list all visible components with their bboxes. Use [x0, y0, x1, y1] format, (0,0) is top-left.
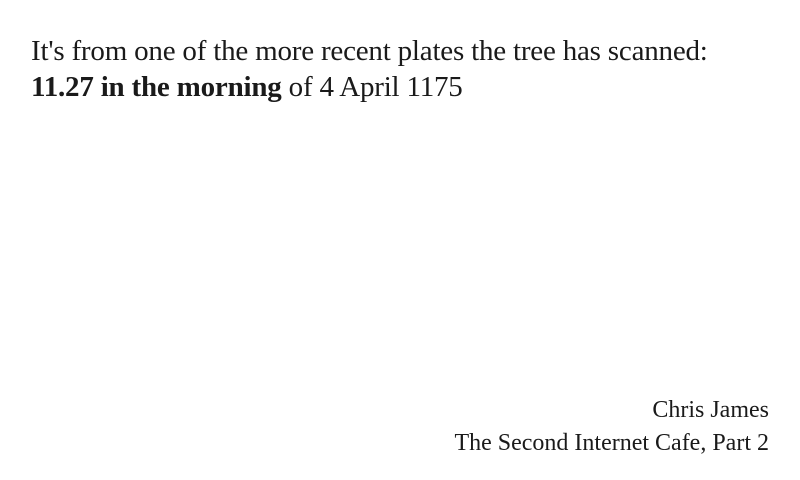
- quote-text: [31, 33, 771, 105]
- quote-emphasis: 11.27 in the morning: [31, 71, 282, 103]
- author-name: Chris James: [652, 397, 769, 423]
- quote-suffix: of 4 April 1175: [281, 71, 463, 103]
- attribution: [454, 394, 769, 460]
- quote-prefix: It's from one of the more recent plates the tree has scanned:: [31, 35, 708, 67]
- source-title: The Second Internet Cafe, Part 2: [454, 430, 769, 456]
